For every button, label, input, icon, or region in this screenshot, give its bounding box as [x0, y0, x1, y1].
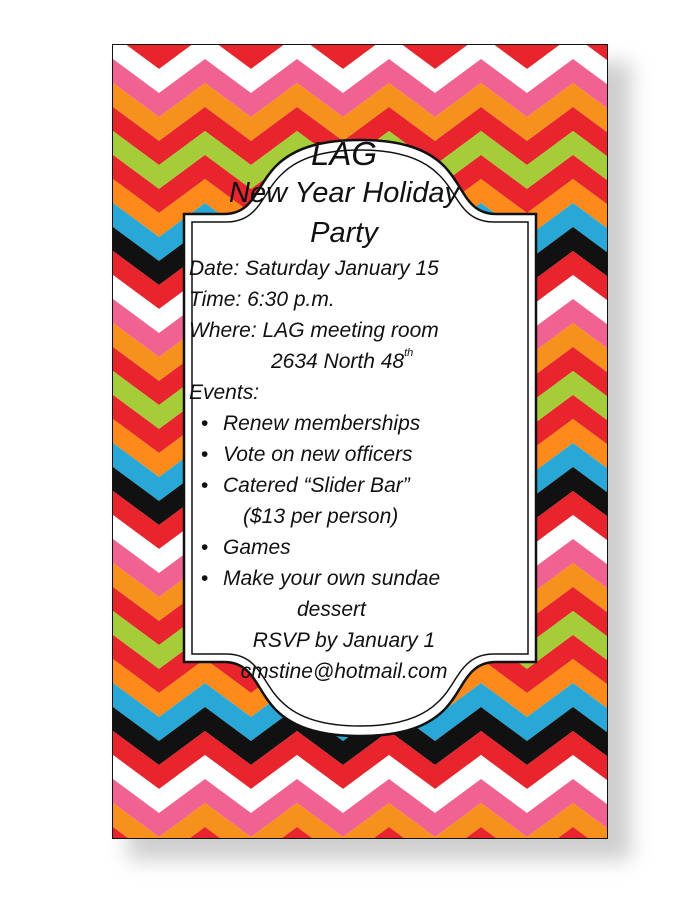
address-text: 2634 North 48: [271, 350, 405, 373]
list-item: [189, 532, 499, 563]
event-text: Games: [223, 536, 291, 559]
event-text: Make your own sundae: [223, 567, 441, 590]
event-text: Catered “Slider Bar”: [223, 474, 410, 497]
event-continuation: dessert: [297, 598, 366, 621]
flyer-subtitle-line2: Party: [310, 217, 378, 249]
email-link[interactable]: cmstine@hotmail.com: [240, 660, 448, 683]
date-line: Date: Saturday January 15: [189, 257, 439, 280]
flyer-subtitle-line1: New Year Holiday: [229, 177, 459, 209]
address-suffix: th: [404, 347, 414, 359]
invitation-card: [112, 44, 608, 839]
flyer-title: LAG: [310, 135, 378, 172]
event-text: Renew memberships: [223, 412, 421, 435]
rsvp-line: RSVP by January 1: [252, 629, 436, 652]
where-line: Where: LAG meeting room: [189, 319, 439, 342]
flyer-text: [189, 135, 499, 687]
event-text: Vote on new officers: [223, 443, 413, 466]
events-label: Events:: [189, 381, 260, 404]
event-continuation: ($13 per person): [243, 505, 399, 528]
list-item: [189, 470, 499, 532]
time-line: Time: 6:30 p.m.: [189, 288, 335, 311]
list-item: [189, 408, 499, 439]
address-line: [189, 346, 499, 377]
list-item: [189, 439, 499, 470]
list-item: [189, 563, 499, 625]
events-list: [189, 408, 499, 625]
